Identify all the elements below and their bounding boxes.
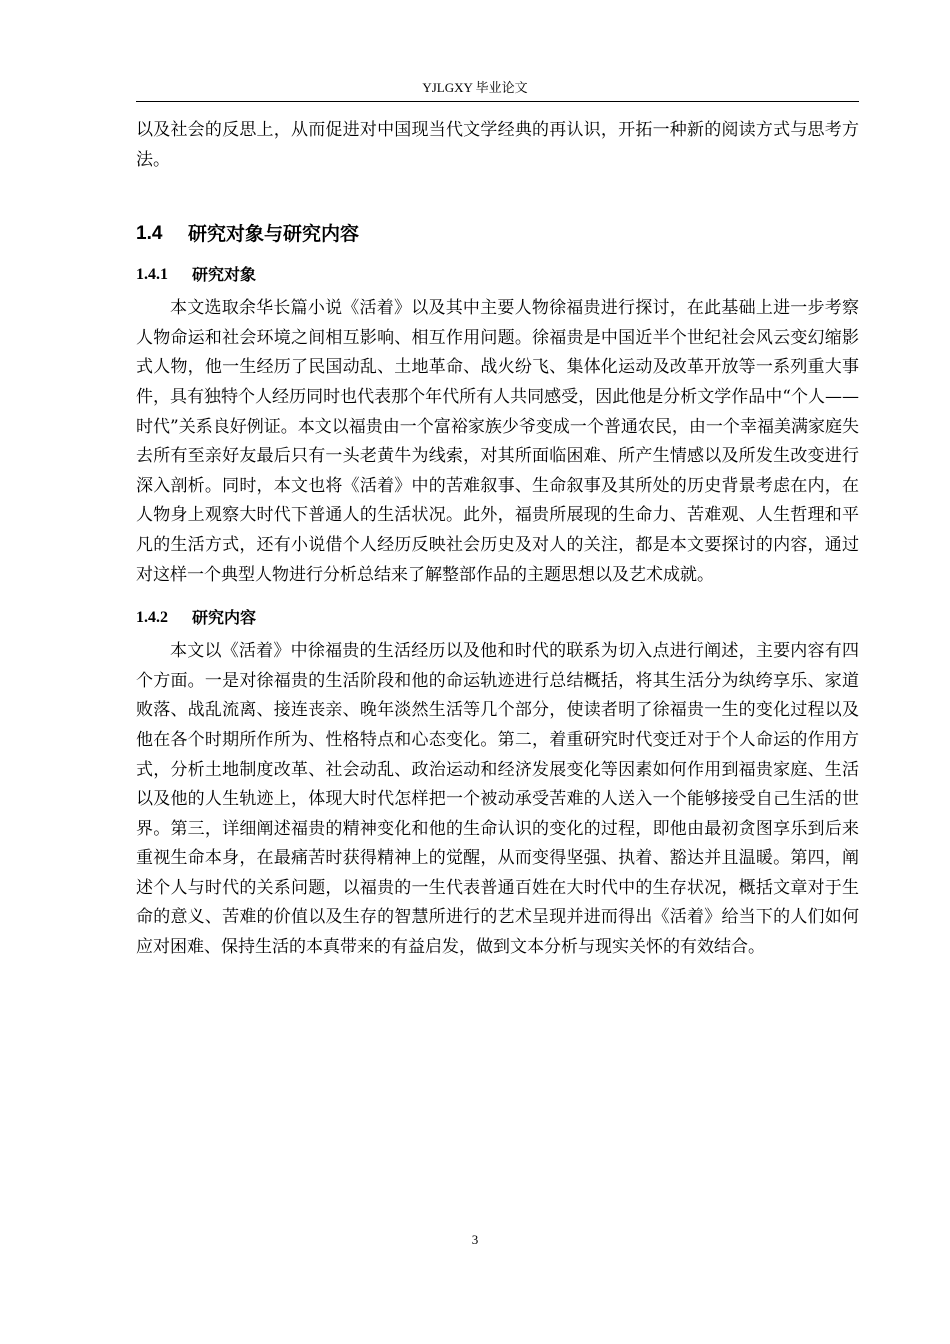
intro-paragraph: 以及社会的反思上，从而促进对中国现当代文学经典的再认识，开拓一种新的阅读方式与思考方法。 xyxy=(136,120,859,170)
page-number: 3 xyxy=(471,1232,479,1247)
subsection-number: 1.4.2 xyxy=(136,609,168,627)
subsection-number: 1.4.1 xyxy=(136,266,168,284)
page-body xyxy=(136,116,859,963)
section-number: 1.4 xyxy=(136,223,163,245)
header-divider xyxy=(136,101,859,102)
research-content-paragraph: 本文以《活着》中徐福贵的生活经历以及他和时代的联系为切入点进行阐述，主要内容有四个方面。一是对徐福贵的生活阶段和他的命运轨迹进行总结概括，将其生活分为纨绔享乐、家道败落、战乱流离、接连丧亲、晚年淡然生活等几个部分，使读者明了徐福贵一生的变化过程以及他在各个时期所作所为、性格特点和心态变化。第二，着重研究时代变迁对于个人命运的作用方式，分析土地制度改革、社会动乱、政治运动和经济发展变化等因素如何作用到福贵家庭、生活以及他的人生轨迹上，体现大时代怎样把一个被动承受苦难的人送入一个能够接受自己生活的世界。第三，详细阐述福贵的精神变化和他的生命认识的变化的过程，即他由最初贪图享乐到后来重视生命本身，在最痛苦时获得精神上的觉醒，从而变得坚强、执着、豁达并且温暖。第四，阐述个人与时代的关系问题，以福贵的一生代表普通百姓在大时代中的生存状况，概括文章对于生命的意义、苦难的价值以及生存的智慧所进行的艺术呈现并进而得出《活着》给当下的人们如何应对困难、保持生活的本真带来的有益启发，做到文本分析与现实关怀的有效结合。 xyxy=(136,641,859,958)
section-title: 研究对象与研究内容 xyxy=(188,223,360,246)
running-header: YJLGXY 毕业论文 xyxy=(422,80,528,95)
subsection-heading-research-content xyxy=(136,607,859,629)
subsection-title: 研究对象 xyxy=(192,265,257,285)
subsection-heading-research-object xyxy=(136,264,859,286)
section-heading xyxy=(136,221,859,247)
subsection-title: 研究内容 xyxy=(192,608,257,628)
research-object-paragraph: 本文选取余华长篇小说《活着》以及其中主要人物徐福贵进行探讨，在此基础上进一步考察人物命运和社会环境之间相互影响、相互作用问题。徐福贵是中国近半个世纪社会风云变幻缩影式人物，他一生经历了民国动乱、土地革命、战火纷飞、集体化运动及改革开放等一系列重大事件，具有独特个人经历同时也代表那个年代所有人共同感受，因此他是分析文学作品中“个人——时代”关系良好例证。本文以福贵由一个富裕家族少爷变成一个普通农民，由一个幸福美满家庭失去所有至亲好友最后只有一头老黄牛为线索，对其所面临困难、所产生情感以及所发生改变进行深入剖析。同时，本文也将《活着》中的苦难叙事、生命叙事及其所处的历史背景考虑在内，在人物身上观察大时代下普通人的生活状况。此外，福贵所展现的生命力、苦难观、人生哲理和平凡的生活方式，还有小说借个人经历反映社会历史及对人的关注，都是本文要探讨的内容，通过对这样一个典型人物进行分析总结来了解整部作品的主题思想以及艺术成就。 xyxy=(136,298,859,585)
